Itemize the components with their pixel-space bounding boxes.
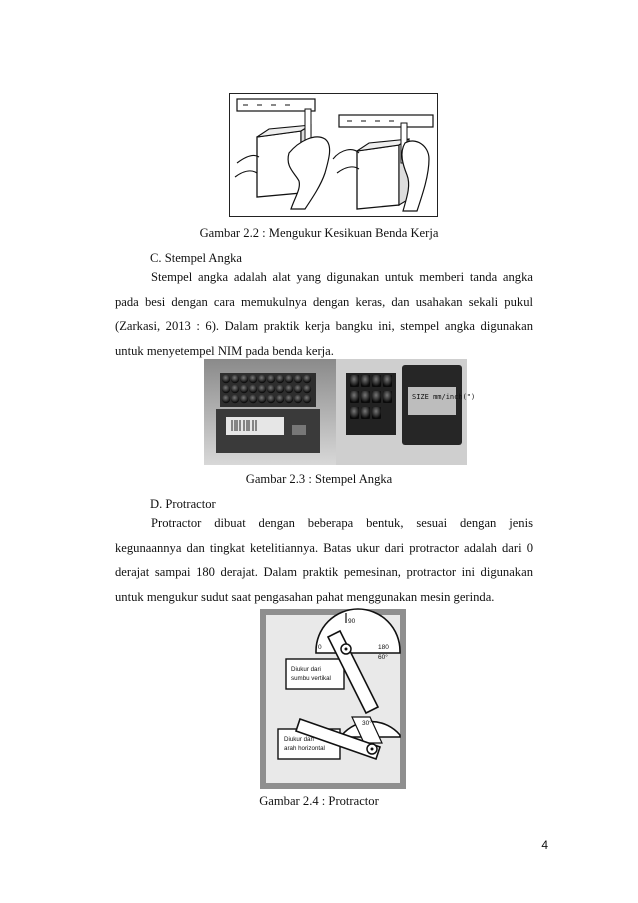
- svg-text:90: 90: [348, 618, 356, 625]
- figure-2-3-caption: Gambar 2.3 : Stempel Angka: [245, 472, 393, 486]
- figure-2-4-image: [260, 609, 406, 789]
- svg-text:180: 180: [378, 644, 389, 651]
- section-d-body: Protractor dibuat dengan beberapa bentuk, sesuai dengan jenis kegunaannya dan tingkat ketelitiannya. Batas ukur dari protractor adalah dari 0 derajat sampai 180 derajat. Dalam praktik pemesinan, protractor ini digunakan untuk mengukur sudut saat pengasahan pahat menggunakan mesin gerinda.: [115, 516, 533, 604]
- section-c-body: Stempel angka adalah alat yang digunakan untuk memberi tanda angka pada besi dengan cara memukulnya dengan keras, dan usahakan sekali pukul (Zarkasi, 2013 : 6). Dalam praktik kerja bangku ini, stempel angka digunakan untuk menyetempel NIM pada benda kerja.: [115, 270, 533, 358]
- stamp-box-label: SIZE mm/inch("): [412, 393, 476, 401]
- section-d-heading: D. Protractor: [150, 497, 216, 511]
- page-number: 4: [541, 838, 548, 852]
- svg-text:60°: 60°: [378, 654, 388, 661]
- bottom-box-label-line1: Diukur dari: [284, 736, 314, 743]
- top-box-label-line1: Diukur dari: [291, 666, 321, 673]
- figure-2-4-caption: Gambar 2.4 : Protractor: [259, 794, 379, 808]
- figure-2-2-image: [229, 93, 438, 217]
- svg-text:30°: 30°: [362, 720, 372, 727]
- figure-2-2-caption: Gambar 2.2 : Mengukur Kesikuan Benda Kerja: [199, 226, 439, 240]
- section-c-heading: C. Stempel Angka: [150, 251, 242, 265]
- figure-2-3-image: [204, 359, 476, 465]
- top-box-label-line2: sumbu vertikal: [291, 675, 331, 682]
- bottom-box-label-line2: arah horizontal: [284, 745, 325, 752]
- svg-text:0: 0: [318, 644, 322, 651]
